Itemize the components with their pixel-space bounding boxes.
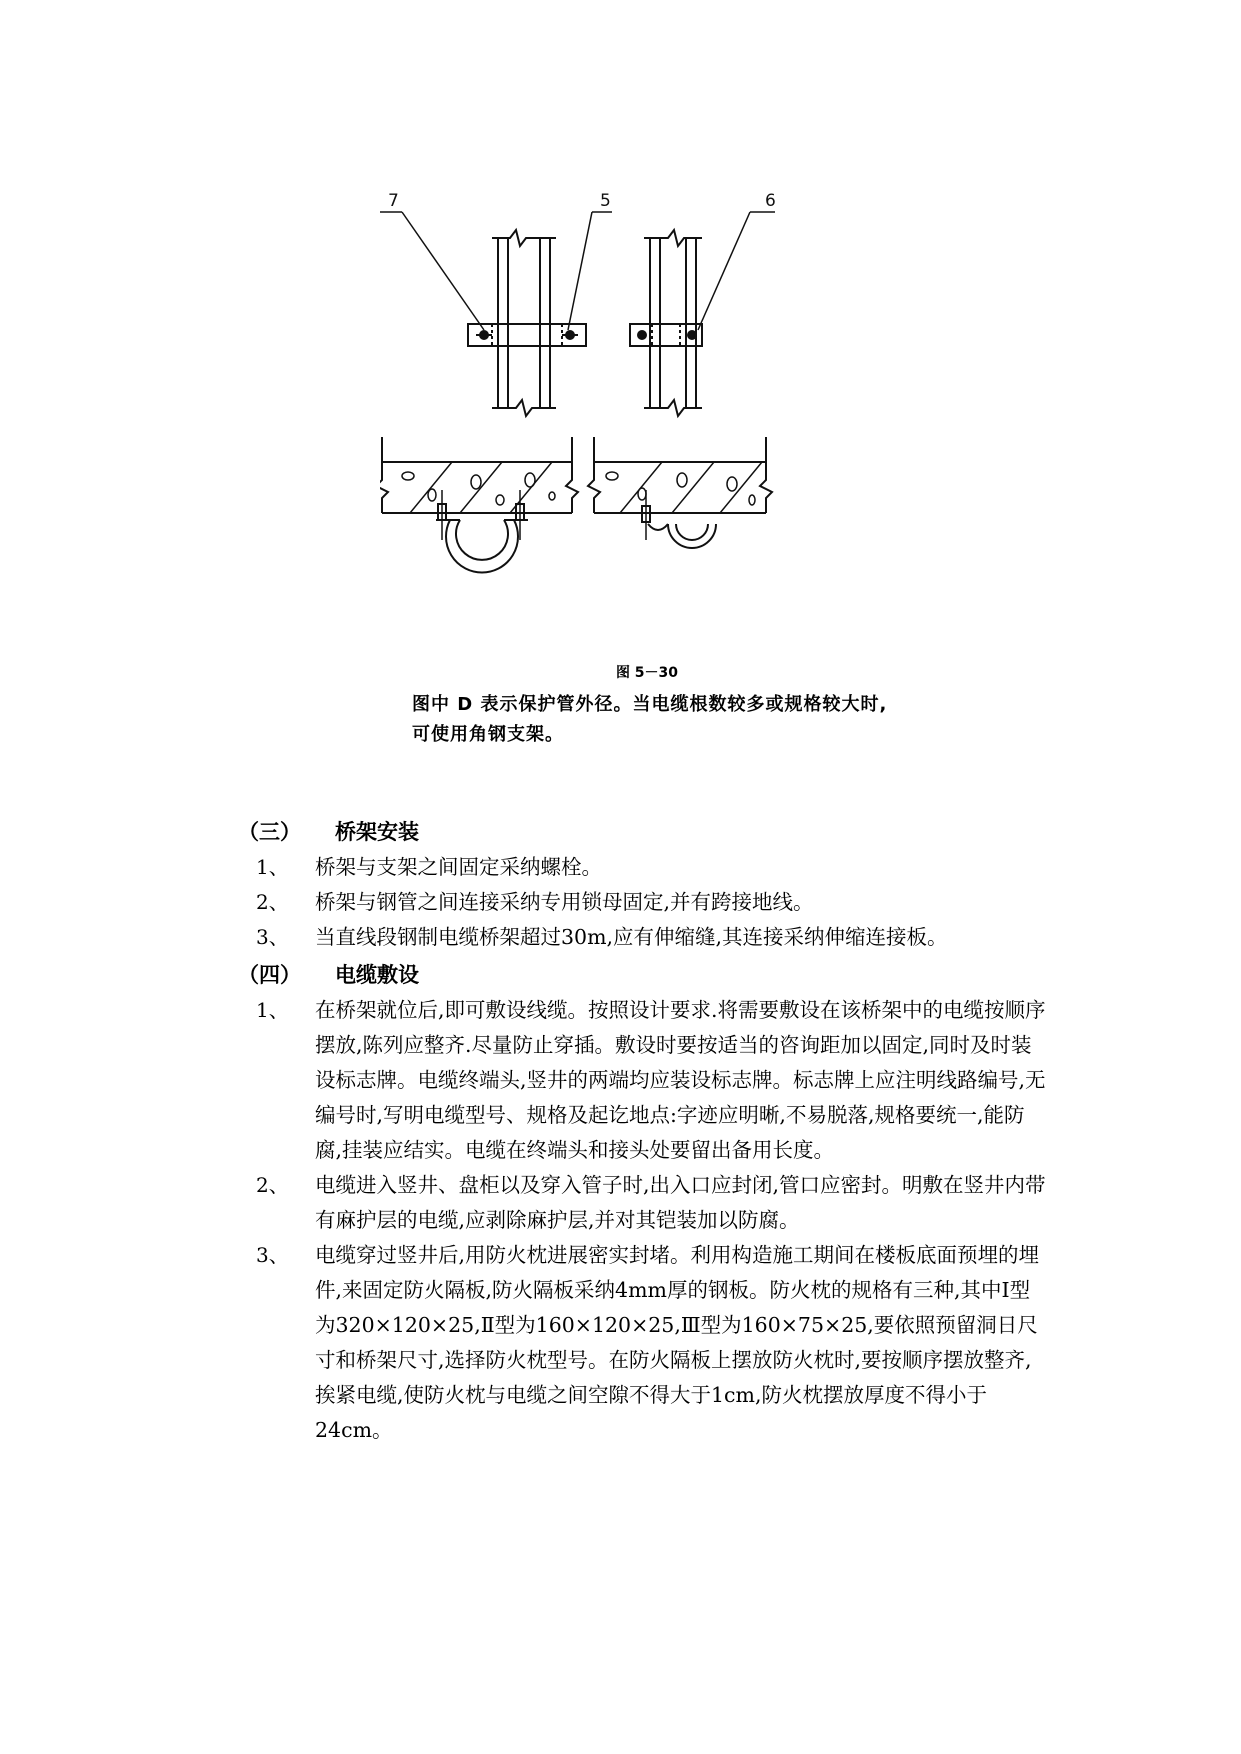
- section-number: （四）: [238, 963, 301, 987]
- list-item: [0, 850, 1241, 885]
- item-text: 当直线段钢制电缆桥架超过30m,应有伸缩缝,其连接采纳伸缩连接板。: [315, 925, 948, 949]
- left-slab-detail: [380, 437, 578, 572]
- installation-drawing: [380, 190, 900, 660]
- item-number: 2、: [256, 1173, 289, 1197]
- section-heading: [0, 816, 1241, 850]
- list-item: [0, 885, 1241, 920]
- section-title: 桥架安装: [335, 820, 419, 844]
- item-number: 2、: [256, 890, 289, 914]
- item-number: 3、: [256, 925, 289, 949]
- figure-number: 图 5－30: [615, 665, 679, 681]
- section-number: （三）: [238, 820, 301, 844]
- item-text: 桥架与钢管之间连接采纳专用锁母固定,并有跨接地线。: [315, 890, 814, 914]
- item-text: 电缆进入竖井、盘柜以及穿入管子时,出入口应封闭,管口应密封。明敷在竖井内带有麻护层的电缆,应剥除麻护层,并对其铠装加以防腐。: [315, 1173, 1046, 1232]
- section-cable-laying: [0, 959, 1241, 1448]
- right-shaft-detail: [630, 212, 775, 416]
- list-item: [0, 1168, 1241, 1238]
- item-text: 在桥架就位后,即可敷设线缆。按照设计要求.将需要敷设在该桥架中的电缆按顺序摆放,陈列应整齐.尽量防止穿插。敷设时要按适当的咨询距加以固定,同时及时装设标志牌。电缆终端头,竖井的两端均应装设标志牌。标志牌上应注明线路编号,无编号时,写明电缆型号、规格及起讫地点:字迹应明晰,不易脱落,规格要统一,能防腐,挂装应结实。电缆在终端头和接头处要留出备用长度。: [315, 998, 1046, 1162]
- item-number: 1、: [256, 998, 289, 1022]
- label-6: 6: [765, 191, 776, 211]
- item-number: 3、: [256, 1243, 289, 1267]
- figure-caption-text: 图中 D 表示保护管外径。当电缆根数较多或规格较大时,可使用角钢支架。: [412, 694, 888, 745]
- list-item: [0, 1238, 1241, 1448]
- item-text: 电缆穿过竖井后,用防火枕进展密实封堵。利用构造施工期间在楼板底面预埋的埋件,来固定防火隔板,防火隔板采纳4mm厚的钢板。防火枕的规格有三种,其中I型为320×120×25,Ⅱ型为160×120×25,Ⅲ型为160×75×25,要依照预留洞日尺寸和桥架尺寸,选择防火枕型号。在防火隔板上摆放防火枕时,要按顺序摆放整齐,挨紧电缆,使防火枕与电缆之间空隙不得大于1cm,防火枕摆放厚度不得小于24cm。: [315, 1243, 1040, 1442]
- figure-caption: [412, 662, 892, 750]
- list-item: [0, 993, 1241, 1168]
- left-shaft-detail: [380, 212, 612, 416]
- right-slab-detail: [588, 437, 772, 548]
- label-5: 5: [600, 191, 611, 211]
- list-item: [0, 920, 1241, 955]
- document-body: [0, 812, 1241, 1448]
- label-7: 7: [388, 191, 399, 211]
- section-bridge-installation: [0, 816, 1241, 955]
- item-number: 1、: [256, 855, 289, 879]
- item-text: 桥架与支架之间固定采纳螺栓。: [315, 855, 602, 879]
- section-title: 电缆敷设: [335, 963, 419, 987]
- section-heading: [0, 959, 1241, 993]
